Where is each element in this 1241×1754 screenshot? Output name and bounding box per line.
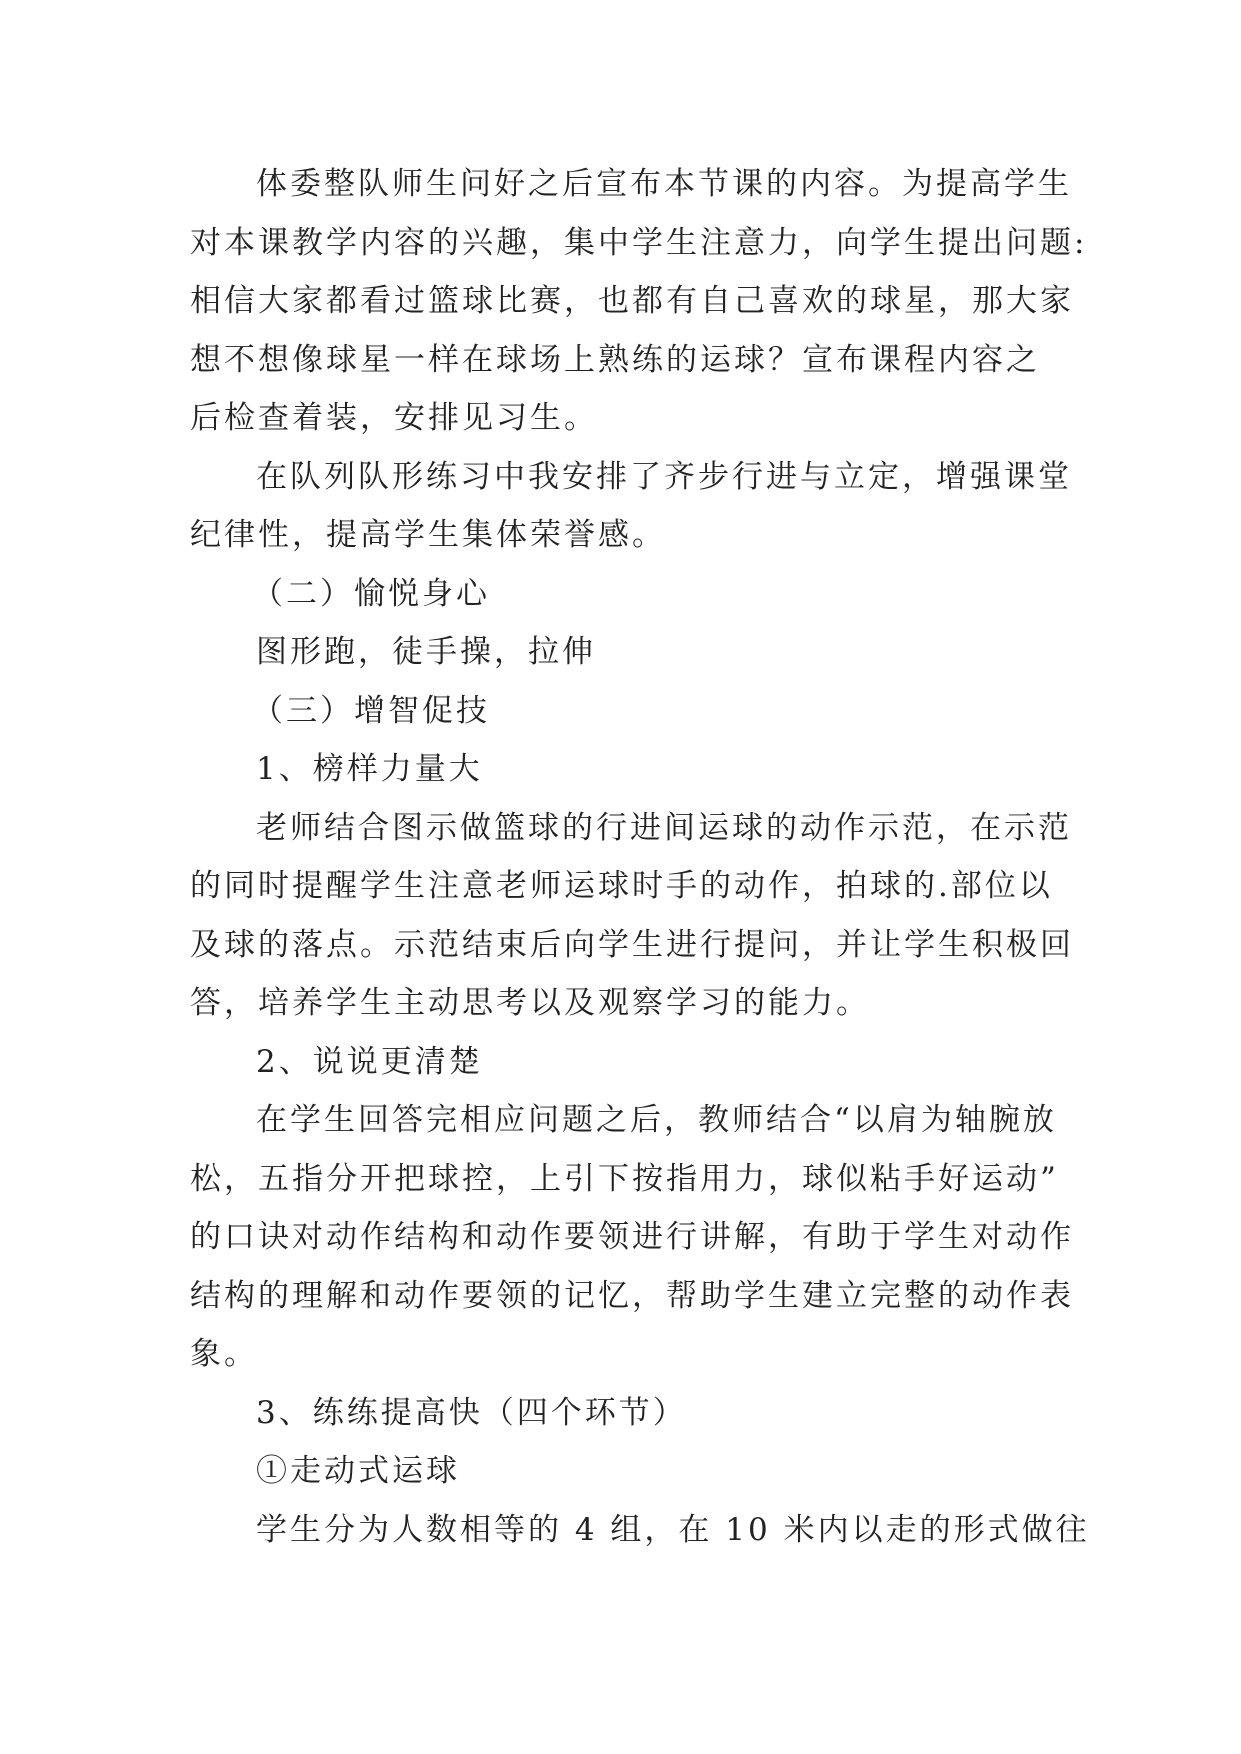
document-body [190,155,1090,1559]
subsection-heading-1: 1、榜样力量大 [256,751,483,787]
paragraph-line: 象。 [190,1336,258,1372]
paragraph-line: 对本课教学内容的兴趣，集中学生注意力，向学生提出问题: [190,224,1088,261]
paragraph-line: 在队列队形练习中我安排了齐步行进与立定，增强课堂 [256,458,1072,495]
paragraph-line: 相信大家都看过篮球比赛，也都有自己喜欢的球星，那大家 [190,283,1074,319]
subsection-heading-3: 3、练练提高快（四个环节） [256,1394,687,1431]
paragraph-line: 松，五指分开把球控，上引下按指用力，球似粘手好运动” [190,1160,1059,1197]
paragraph-line: 体委整队师生问好之后宣布本节课的内容。为提高学生 [256,166,1072,202]
paragraph-line: 答，培养学生主动思考以及观察学习的能力。 [190,985,870,1021]
list-item-heading: ①走动式运球 [256,1453,460,1489]
paragraph-line: 在学生回答完相应问题之后，教师结合“以肩为轴腕放 [256,1102,1057,1138]
paragraph-line: 图形跑，徒手操，拉伸 [256,634,596,670]
paragraph-line: 老师结合图示做篮球的行进间运球的动作示范，在示范 [256,809,1072,846]
paragraph-line: 及球的落点。示范结束后向学生进行提问，并让学生积极回 [190,926,1074,963]
section-heading-3: （三）增智促技 [252,692,490,729]
paragraph-line: 后检查着装，安排见习生。 [190,400,598,436]
paragraph-line: 的口诀对动作结构和动作要领进行讲解，有助于学生对动作 [190,1219,1074,1255]
paragraph-line: 的同时提醒学生注意老师运球时手的动作，拍球的.部位以 [190,868,1053,904]
paragraph-line: 想不想像球星一样在球场上熟练的运球？宣布课程内容之 [190,341,1040,378]
paragraph-line: 学生分为人数相等的 4 组，在 10 米内以走的形式做往 [256,1511,1090,1548]
section-heading-2: （二）愉悦身心 [252,575,490,612]
paragraph-line: 纪律性，提高学生集体荣誉感。 [190,517,666,553]
paragraph-line: 结构的理解和动作要领的记忆，帮助学生建立完整的动作表 [190,1277,1074,1314]
subsection-heading-2: 2、说说更清楚 [256,1043,483,1080]
